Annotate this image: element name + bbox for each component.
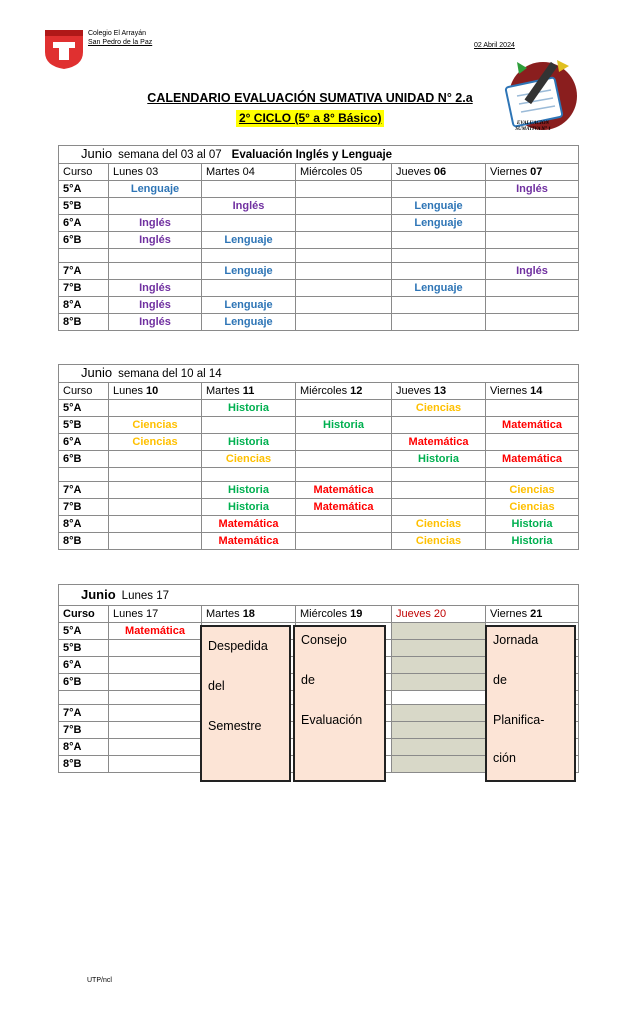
event-box-despedida — [200, 625, 291, 782]
day-label: Jueves — [396, 166, 434, 178]
page-title — [0, 91, 620, 105]
footer-text: UTP/ncl — [87, 977, 112, 984]
course-cell: 6°A — [59, 434, 109, 451]
subject-cell — [296, 451, 392, 468]
table-row — [59, 249, 579, 263]
course-cell: 8°A — [59, 297, 109, 314]
subject-cell — [202, 280, 296, 297]
table-row — [59, 198, 579, 215]
schedule-cell — [392, 722, 486, 739]
course-cell: 5°A — [59, 181, 109, 198]
schedule-cell — [392, 739, 486, 756]
course-cell: 6°A — [59, 657, 109, 674]
subject-cell — [392, 417, 486, 434]
table-row — [59, 181, 579, 198]
schedule-cell — [109, 691, 202, 705]
school-name — [88, 29, 152, 47]
event-box-consejo — [293, 625, 386, 782]
subject-cell — [109, 451, 202, 468]
subject-cell — [486, 314, 579, 331]
subject-cell: Lenguaje — [392, 280, 486, 297]
badge-line-1: EVALUACION — [516, 121, 550, 126]
week2-day-header — [59, 383, 109, 400]
badge-line-2: SUMATIVA N° 1 — [515, 127, 551, 132]
subject-cell — [392, 181, 486, 198]
schedule-cell — [392, 623, 486, 640]
schedule-cell — [392, 756, 486, 773]
subject-cell: Matemática — [486, 417, 579, 434]
table-row — [59, 263, 579, 280]
subject-cell: Ciencias — [109, 417, 202, 434]
course-cell: 7°A — [59, 482, 109, 499]
subject-cell — [486, 198, 579, 215]
week1-month: Junio — [81, 146, 113, 161]
week1-day-header — [59, 164, 109, 181]
subject-cell — [486, 232, 579, 249]
subject-cell — [296, 181, 392, 198]
table-row — [59, 468, 579, 482]
course-cell: 6°B — [59, 674, 109, 691]
subject-cell — [296, 533, 392, 550]
subject-cell: Ciencias — [392, 533, 486, 550]
week3-range: Lunes 17 — [121, 589, 169, 602]
week1-day-header — [109, 164, 202, 181]
subject-cell: Inglés — [486, 181, 579, 198]
course-cell — [59, 249, 109, 263]
table-row — [59, 417, 579, 434]
table-row — [59, 400, 579, 417]
subject-cell: Ciencias — [109, 434, 202, 451]
subject-cell — [202, 215, 296, 232]
course-cell: 7°B — [59, 722, 109, 739]
schedule-cell: Matemática — [109, 623, 202, 640]
table-row — [59, 297, 579, 314]
subject-cell: Historia — [202, 400, 296, 417]
day-number: 10 — [146, 385, 159, 397]
box-miercoles-line-1: Consejo — [301, 633, 347, 647]
document-date: 02 Abril 2024 — [474, 42, 515, 49]
subject-cell: Historia — [392, 451, 486, 468]
day-label: Miércoles — [300, 608, 351, 620]
subject-cell — [109, 198, 202, 215]
day-label: Viernes — [490, 385, 531, 397]
subject-cell — [109, 400, 202, 417]
page-subtitle: 2° CICLO (5° a 8° Básico) — [236, 110, 384, 127]
schedule-cell — [109, 722, 202, 739]
subject-cell: Matemática — [486, 451, 579, 468]
subject-cell — [392, 249, 486, 263]
day-label: Lunes — [113, 385, 147, 397]
day-number: 12 — [350, 385, 363, 397]
subject-cell: Inglés — [109, 297, 202, 314]
course-cell: 8°B — [59, 533, 109, 550]
table-row — [59, 215, 579, 232]
school-name-text: Colegio El Arrayán — [88, 30, 146, 37]
box-viernes-line-1: Jornada — [493, 633, 539, 647]
subject-cell — [296, 232, 392, 249]
schedule-cell — [109, 657, 202, 674]
subject-cell: Historia — [486, 533, 579, 550]
subject-cell — [296, 249, 392, 263]
subject-cell — [202, 249, 296, 263]
day-label: Miércoles — [300, 385, 351, 397]
subject-cell: Lenguaje — [202, 263, 296, 280]
table-row — [59, 516, 579, 533]
day-label: Lunes 03 — [113, 166, 159, 178]
schedule-cell — [109, 739, 202, 756]
subject-cell: Historia — [202, 434, 296, 451]
schedule-cell — [109, 674, 202, 691]
subject-cell: Inglés — [109, 314, 202, 331]
course-cell: 8°A — [59, 739, 109, 756]
day-label: Curso — [63, 166, 93, 178]
subject-cell — [296, 215, 392, 232]
subject-cell: Historia — [202, 499, 296, 516]
week1-day-header — [486, 164, 579, 181]
day-label: Martes 04 — [206, 166, 255, 178]
subject-cell — [486, 280, 579, 297]
week2-table — [58, 364, 579, 550]
box-martes-line-1: Despedida — [208, 639, 268, 653]
subject-cell — [109, 533, 202, 550]
schedule-cell — [392, 640, 486, 657]
day-label: Martes — [206, 608, 243, 620]
week3-day-header — [486, 606, 579, 623]
box-martes-line-3: Semestre — [208, 719, 262, 733]
subject-cell — [296, 263, 392, 280]
course-cell: 5°B — [59, 640, 109, 657]
schedule-cell — [109, 705, 202, 722]
subject-cell — [486, 400, 579, 417]
week1-range: semana del 03 al 07 — [118, 149, 222, 161]
day-label: Viernes — [490, 608, 531, 620]
course-cell: 7°B — [59, 280, 109, 297]
subject-cell: Ciencias — [392, 400, 486, 417]
schedule-cell — [109, 640, 202, 657]
subject-cell — [392, 232, 486, 249]
day-number: 13 — [433, 385, 447, 397]
day-label: Curso — [63, 385, 93, 397]
day-label: Viernes — [490, 166, 531, 178]
subject-cell: Historia — [202, 482, 296, 499]
week1-day-header — [296, 164, 392, 181]
subject-cell: Lenguaje — [109, 181, 202, 198]
course-cell: 8°A — [59, 516, 109, 533]
day-number: 11 — [242, 385, 255, 397]
subject-cell: Ciencias — [486, 482, 579, 499]
subject-cell: Inglés — [486, 263, 579, 280]
subject-cell — [109, 499, 202, 516]
schedule-cell — [392, 657, 486, 674]
day-number: 06 — [433, 166, 447, 178]
table-row — [59, 280, 579, 297]
day-label: Martes — [206, 385, 243, 397]
subject-cell: Inglés — [202, 198, 296, 215]
week2-day-header — [296, 383, 392, 400]
box-martes-line-2: del — [208, 679, 225, 693]
course-cell: 6°A — [59, 215, 109, 232]
box-viernes-line-4: ción — [493, 751, 516, 765]
subject-cell — [296, 198, 392, 215]
week3-day-header — [59, 606, 109, 623]
week1-note: Evaluación Inglés y Lenguaje — [231, 149, 393, 161]
course-cell: 5°A — [59, 400, 109, 417]
table-row — [59, 533, 579, 550]
subject-cell — [486, 249, 579, 263]
day-label: Miércoles 05 — [300, 166, 363, 178]
course-cell: 7°A — [59, 263, 109, 280]
school-place: San Pedro de la Paz — [88, 39, 153, 46]
week3-header — [59, 585, 579, 606]
table-row — [59, 482, 579, 499]
subject-cell — [109, 249, 202, 263]
week2-day-header — [486, 383, 579, 400]
course-cell: 6°B — [59, 232, 109, 249]
subject-cell: Matemática — [296, 499, 392, 516]
course-cell: 7°B — [59, 499, 109, 516]
table-row — [59, 499, 579, 516]
day-label: Jueves 20 — [396, 608, 447, 620]
subject-cell: Matemática — [202, 533, 296, 550]
week3-day-header — [109, 606, 202, 623]
week2-day-header — [202, 383, 296, 400]
week2-header — [59, 365, 579, 383]
subject-cell — [486, 215, 579, 232]
week1-day-header — [202, 164, 296, 181]
week2-month: Junio — [81, 365, 113, 380]
subject-cell — [202, 181, 296, 198]
day-label: Curso — [63, 608, 95, 620]
table-row — [59, 232, 579, 249]
subject-cell — [109, 482, 202, 499]
subject-cell — [109, 263, 202, 280]
course-cell: 8°B — [59, 756, 109, 773]
subject-cell: Matemática — [202, 516, 296, 533]
evaluation-badge-text — [503, 121, 563, 133]
week3-day-header — [392, 606, 486, 623]
subject-cell: Matemática — [296, 482, 392, 499]
subject-cell — [486, 468, 579, 482]
week3-day-header — [202, 606, 296, 623]
subject-cell — [392, 499, 486, 516]
course-cell — [59, 691, 109, 705]
subject-cell — [392, 468, 486, 482]
course-cell: 5°B — [59, 198, 109, 215]
subject-cell: Lenguaje — [392, 198, 486, 215]
subject-cell: Historia — [296, 417, 392, 434]
subject-cell — [392, 297, 486, 314]
course-cell: 5°B — [59, 417, 109, 434]
subject-cell: Matemática — [392, 434, 486, 451]
week2-range: semana del 10 al 14 — [118, 368, 222, 380]
week2-day-header — [392, 383, 486, 400]
subject-cell — [296, 434, 392, 451]
subject-cell — [109, 468, 202, 482]
box-viernes-line-3: Planifica- — [493, 713, 545, 727]
week3-month: Junio — [81, 586, 116, 602]
day-number: 14 — [530, 385, 543, 397]
table-row — [59, 434, 579, 451]
subject-cell: Inglés — [109, 215, 202, 232]
subject-cell: Lenguaje — [392, 215, 486, 232]
schedule-cell — [392, 674, 486, 691]
table-row — [59, 314, 579, 331]
subject-cell: Ciencias — [486, 499, 579, 516]
subject-cell: Historia — [486, 516, 579, 533]
schedule-cell — [392, 691, 486, 705]
subject-cell: Ciencias — [202, 451, 296, 468]
day-label: Jueves — [396, 385, 434, 397]
day-number: 21 — [530, 608, 543, 620]
week1-day-header — [392, 164, 486, 181]
subject-cell — [392, 482, 486, 499]
week2-day-header — [109, 383, 202, 400]
subject-cell — [486, 297, 579, 314]
day-number: 19 — [350, 608, 363, 620]
course-cell: 5°A — [59, 623, 109, 640]
subject-cell: Lenguaje — [202, 297, 296, 314]
course-cell: 8°B — [59, 314, 109, 331]
subject-cell — [296, 468, 392, 482]
box-miercoles-line-2: de — [301, 673, 315, 687]
day-number: 07 — [530, 166, 543, 178]
week1-table — [58, 145, 579, 331]
day-number: 18 — [242, 608, 255, 620]
day-label: Lunes 17 — [113, 608, 159, 620]
subject-cell: Inglés — [109, 232, 202, 249]
subject-cell — [296, 516, 392, 533]
box-viernes-line-2: de — [493, 673, 507, 687]
subject-cell — [202, 468, 296, 482]
week1-header — [59, 146, 579, 164]
school-crest-logo — [43, 28, 85, 70]
box-miercoles-line-3: Evaluación — [301, 713, 363, 727]
subject-cell — [202, 417, 296, 434]
course-cell — [59, 468, 109, 482]
subject-cell — [392, 263, 486, 280]
schedule-cell — [109, 756, 202, 773]
page-title-text: CALENDARIO EVALUACIÓN SUMATIVA UNIDAD N° 2.a — [147, 91, 473, 105]
course-cell: 6°B — [59, 451, 109, 468]
subject-cell: Lenguaje — [202, 232, 296, 249]
course-cell: 7°A — [59, 705, 109, 722]
schedule-cell — [392, 705, 486, 722]
subject-cell — [109, 516, 202, 533]
week3-day-header — [296, 606, 392, 623]
subject-cell: Inglés — [109, 280, 202, 297]
subject-cell — [296, 297, 392, 314]
event-box-jornada — [485, 625, 576, 782]
subject-cell — [486, 434, 579, 451]
table-row — [59, 451, 579, 468]
subject-cell — [296, 400, 392, 417]
subject-cell: Lenguaje — [202, 314, 296, 331]
subject-cell — [392, 314, 486, 331]
subject-cell — [296, 314, 392, 331]
subject-cell — [296, 280, 392, 297]
subject-cell: Ciencias — [392, 516, 486, 533]
